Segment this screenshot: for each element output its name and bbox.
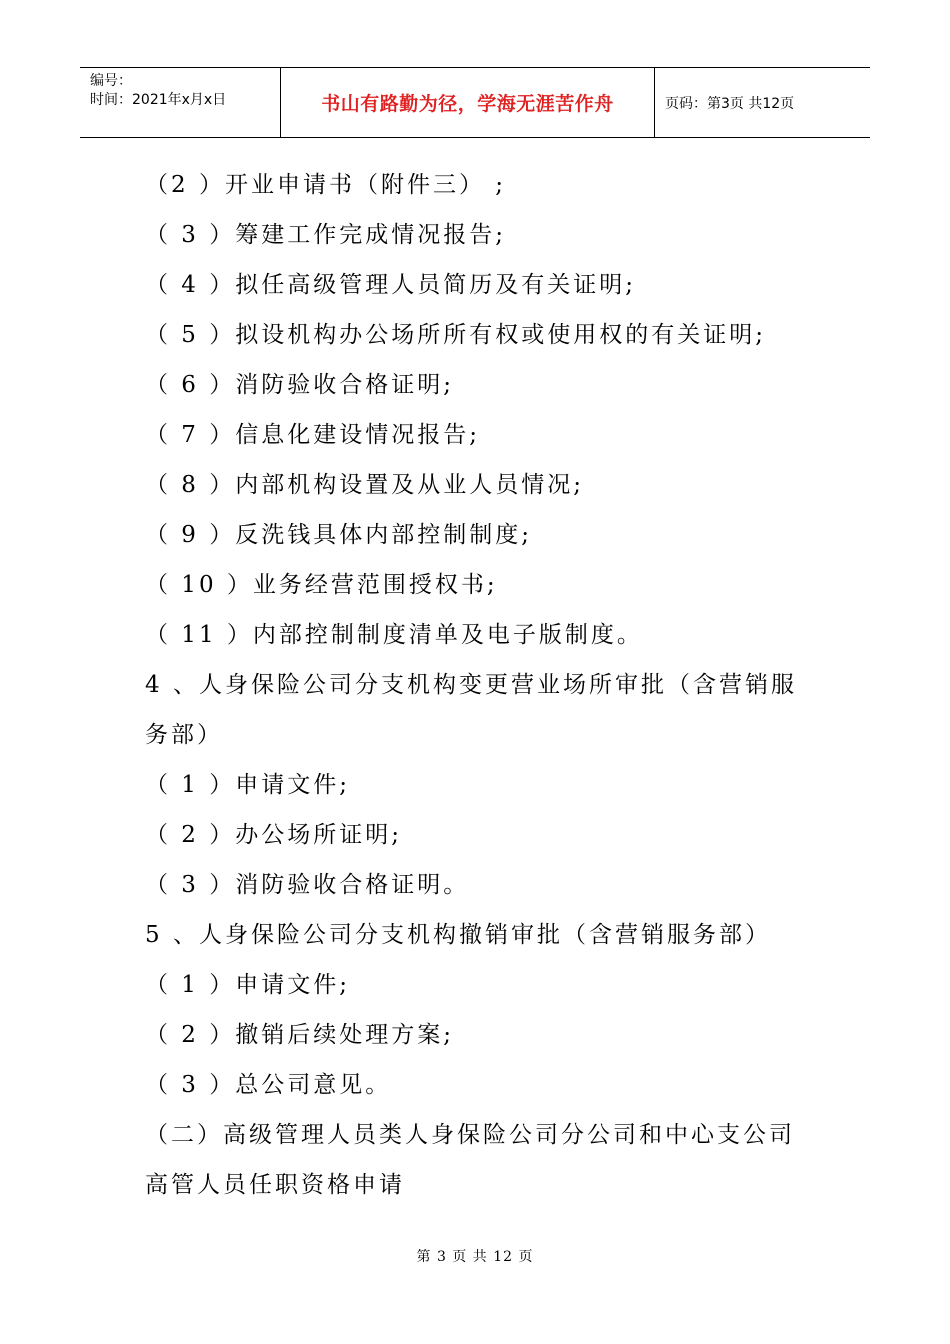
section-heading: 5 、人身保险公司分支机构撤销审批（含营销服务部） [145,922,771,948]
body-line: （ 1 ）申请文件; [145,772,351,798]
header-meta [80,68,281,137]
section-heading: 4 、人身保险公司分支机构变更营业场所审批（含营销服 [145,672,797,698]
header-page-label: 页码：第3页 共12页 [665,95,795,112]
section-heading-cont: 务部） [145,722,223,748]
body-line: （ 10 ）业务经营范围授权书; [145,572,498,598]
body-line: （ 3 ）消防验收合格证明。 [145,872,470,898]
body-line: （ 7 ）信息化建设情况报告; [145,422,481,448]
section-heading: （二）高级管理人员类人身保险公司分公司和中心支公司 [145,1122,795,1148]
date-label: 时间：2021年x月x日 [90,92,227,108]
body-line: （ 4 ）拟任高级管理人员简历及有关证明; [145,272,637,298]
section-heading-cont: 高管人员任职资格申请 [145,1172,405,1198]
body-line: （ 11 ）内部控制制度清单及电子版制度。 [145,622,643,648]
page-header [80,67,870,138]
body-line: （ 2 ）撤销后续处理方案; [145,1022,455,1048]
body-line: （ 2 ）办公场所证明; [145,822,403,848]
body-line: （ 5 ）拟设机构办公场所所有权或使用权的有关证明; [145,322,767,348]
body-line: （ 3 ）总公司意见。 [145,1072,392,1098]
body-line: （ 3 ）筹建工作完成情况报告; [145,222,507,248]
body-line: （2 ）开业申请书（附件三） ; [145,172,507,198]
page-footer: 第 3 页 共 12 页 [416,1249,534,1265]
document-body [145,160,825,1210]
body-line: （ 1 ）申请文件; [145,972,351,998]
body-line: （ 9 ）反洗钱具体内部控制制度; [145,522,533,548]
header-motto: 书山有路勤为径，学海无涯苦作舟 [281,68,655,137]
number-label: 编号： [90,73,132,89]
body-line: （ 6 ）消防验收合格证明; [145,372,455,398]
body-line: （ 8 ）内部机构设置及从业人员情况; [145,472,585,498]
